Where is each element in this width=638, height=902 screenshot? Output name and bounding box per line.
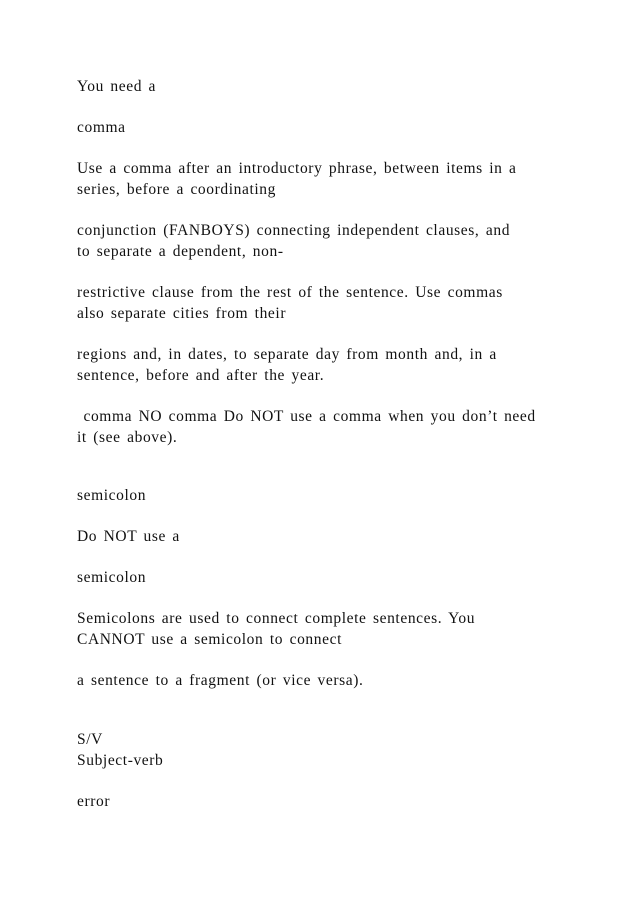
heading-you-need-a: You need a [77,78,157,95]
heading-error: error [77,793,111,810]
semicolon-rule-line-1: Semicolons are used to connect complete sentences. You [77,610,476,627]
heading-comma: comma [77,119,126,136]
heading-semicolon-2: semicolon [77,569,147,586]
heading-semicolon: semicolon [77,487,147,504]
comma-rule-line-7: regions and, in dates, to separate day from month and, in a [77,346,497,363]
comma-rule-line-4: to separate a dependent, non- [77,243,284,260]
comma-rule-line-3: conjunction (FANBOYS) connecting independent clauses, and [77,222,511,239]
semicolon-rule-line-2: CANNOT use a semicolon to connect [77,631,342,648]
comma-rule-line-1: Use a comma after an introductory phrase, between items in a [77,160,517,177]
heading-subject-verb: Subject-verb [77,752,164,769]
heading-do-not-use-a: Do NOT use a [77,528,180,545]
comma-rule-line-6: also separate cities from their [77,305,287,322]
comma-rule-line-5: restrictive clause from the rest of the sentence. Use commas [77,284,503,301]
heading-sv: S/V [77,731,103,748]
no-comma-line-1: comma NO comma Do NOT use a comma when you don’t need [77,408,536,425]
comma-rule-line-8: sentence, before and after the year. [77,367,325,384]
no-comma-line-2: it (see above). [77,429,178,446]
comma-rule-line-2: series, before a coordinating [77,181,276,198]
semicolon-rule-line-3: a sentence to a fragment (or vice versa). [77,672,364,689]
